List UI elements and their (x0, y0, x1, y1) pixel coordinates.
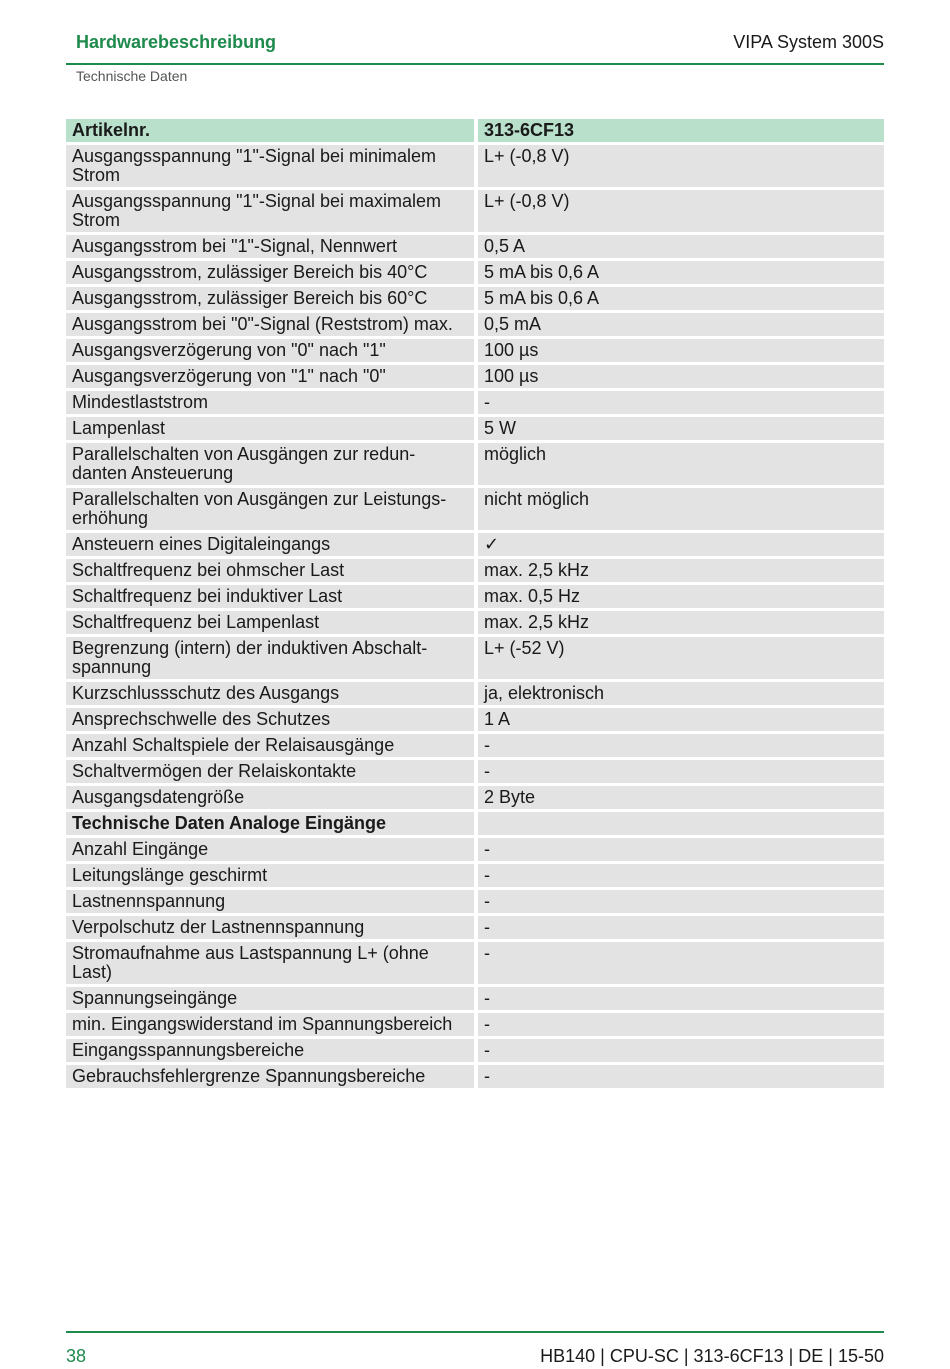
row-label: Ausgangsspannung "1"-Signal bei maximalem Strom (66, 190, 478, 232)
row-label: Lampenlast (66, 417, 478, 440)
table-row (66, 235, 884, 258)
row-label: Ansteuern eines Digitaleingangs (66, 533, 478, 556)
section-header-row (66, 812, 884, 835)
product-title: VIPA System 300S (733, 32, 884, 52)
row-label: Ausgangsspannung "1"-Signal bei minimalem Strom (66, 145, 478, 187)
row-label: Spannungseingänge (66, 987, 478, 1010)
row-value: 1 A (478, 708, 884, 731)
row-label: Leitungslänge geschirmt (66, 864, 478, 887)
row-label: Stromaufnahme aus Lastspannung L+ (ohne Last) (66, 942, 478, 984)
row-label: Ansprechschwelle des Schutzes (66, 708, 478, 731)
table-row (66, 417, 884, 440)
row-value: 100 µs (478, 339, 884, 362)
row-value: 2 Byte (478, 786, 884, 809)
row-label: Ausgangsstrom, zulässiger Bereich bis 60°C (66, 287, 478, 310)
header-value: 313-6CF13 (478, 119, 884, 142)
table-row (66, 533, 884, 556)
table-row (66, 786, 884, 809)
table-row (66, 443, 884, 485)
table-row (66, 261, 884, 284)
row-value: 0,5 A (478, 235, 884, 258)
row-label: Schaltvermögen der Relaiskontakte (66, 760, 478, 783)
table-row (66, 585, 884, 608)
row-value: - (478, 890, 884, 913)
table-row (66, 611, 884, 634)
row-value: max. 2,5 kHz (478, 611, 884, 634)
row-value: - (478, 838, 884, 861)
row-label: Schaltfrequenz bei ohmscher Last (66, 559, 478, 582)
row-value: - (478, 1039, 884, 1062)
table-row (66, 145, 884, 187)
table-row (66, 287, 884, 310)
row-label: Gebrauchsfehlergrenze Spannungsbereiche (66, 1065, 478, 1088)
table-row (66, 708, 884, 731)
table-row (66, 864, 884, 887)
row-value: - (478, 1013, 884, 1036)
table-row (66, 391, 884, 414)
row-value: 5 W (478, 417, 884, 440)
row-value: max. 0,5 Hz (478, 585, 884, 608)
row-label: Ausgangsstrom, zulässiger Bereich bis 40°C (66, 261, 478, 284)
row-value: 100 µs (478, 365, 884, 388)
row-value: - (478, 734, 884, 757)
table-row (66, 916, 884, 939)
section-title: Hardwarebeschreibung (76, 32, 277, 52)
row-label: Anzahl Eingänge (66, 838, 478, 861)
row-value: - (478, 916, 884, 939)
row-label: Ausgangsstrom bei "0"-Signal (Reststrom) max. (66, 313, 478, 336)
table-row (66, 760, 884, 783)
header-divider (66, 63, 884, 65)
row-label: Anzahl Schaltspiele der Relaisausgänge (66, 734, 478, 757)
row-label: Schaltfrequenz bei induktiver Last (66, 585, 478, 608)
row-value: - (478, 1065, 884, 1088)
row-value: 5 mA bis 0,6 A (478, 287, 884, 310)
row-value: - (478, 391, 884, 414)
footer-divider (66, 1331, 884, 1333)
table-row (66, 559, 884, 582)
table-row (66, 1013, 884, 1036)
table-header-row (66, 119, 884, 142)
row-label: Verpolschutz der Lastnennspannung (66, 916, 478, 939)
row-value: max. 2,5 kHz (478, 559, 884, 582)
row-label: Parallelschalten von Ausgängen zur Leistungs- erhöhung (66, 488, 478, 530)
row-label: Technische Daten Analoge Eingänge (66, 812, 478, 835)
table-row (66, 1065, 884, 1088)
row-value (478, 812, 884, 835)
row-value: L+ (-0,8 V) (478, 190, 884, 232)
page-number: 38 (66, 1346, 87, 1366)
header-label: Artikelnr. (66, 119, 478, 142)
table-row (66, 838, 884, 861)
row-label: Begrenzung (intern) der induktiven Abschalt- spannung (66, 637, 478, 679)
table-row (66, 190, 884, 232)
table-row (66, 339, 884, 362)
row-label: Lastnennspannung (66, 890, 478, 913)
row-value: 5 mA bis 0,6 A (478, 261, 884, 284)
table-row (66, 637, 884, 679)
table-row (66, 987, 884, 1010)
table-row (66, 942, 884, 984)
row-label: min. Eingangswiderstand im Spannungsbereich (66, 1013, 478, 1036)
row-label: Kurzschlussschutz des Ausgangs (66, 682, 478, 705)
table-row (66, 488, 884, 530)
row-value: - (478, 942, 884, 984)
row-label: Mindestlaststrom (66, 391, 478, 414)
table-row (66, 1039, 884, 1062)
row-label: Eingangsspannungsbereiche (66, 1039, 478, 1062)
row-value: L+ (-0,8 V) (478, 145, 884, 187)
row-value: nicht möglich (478, 488, 884, 530)
row-label: Schaltfrequenz bei Lampenlast (66, 611, 478, 634)
row-value: L+ (-52 V) (478, 637, 884, 679)
table-row (66, 682, 884, 705)
row-label: Parallelschalten von Ausgängen zur redun- danten Ansteuerung (66, 443, 478, 485)
row-value: - (478, 864, 884, 887)
row-label: Ausgangsverzögerung von "1" nach "0" (66, 365, 478, 388)
row-value: möglich (478, 443, 884, 485)
row-label: Ausgangsverzögerung von "0" nach "1" (66, 339, 478, 362)
subsection-title: Technische Daten (76, 68, 188, 84)
table-row (66, 313, 884, 336)
document-reference: HB140 | CPU-SC | 313-6CF13 | DE | 15-50 (540, 1346, 884, 1366)
row-label: Ausgangsdatengröße (66, 786, 478, 809)
row-value: ja, elektronisch (478, 682, 884, 705)
table-row (66, 734, 884, 757)
row-value: - (478, 760, 884, 783)
table-row (66, 890, 884, 913)
row-value: - (478, 987, 884, 1010)
row-value: ✓ (478, 533, 884, 556)
row-label: Ausgangsstrom bei "1"-Signal, Nennwert (66, 235, 478, 258)
row-value: 0,5 mA (478, 313, 884, 336)
spec-table (66, 116, 884, 1091)
table-row (66, 365, 884, 388)
